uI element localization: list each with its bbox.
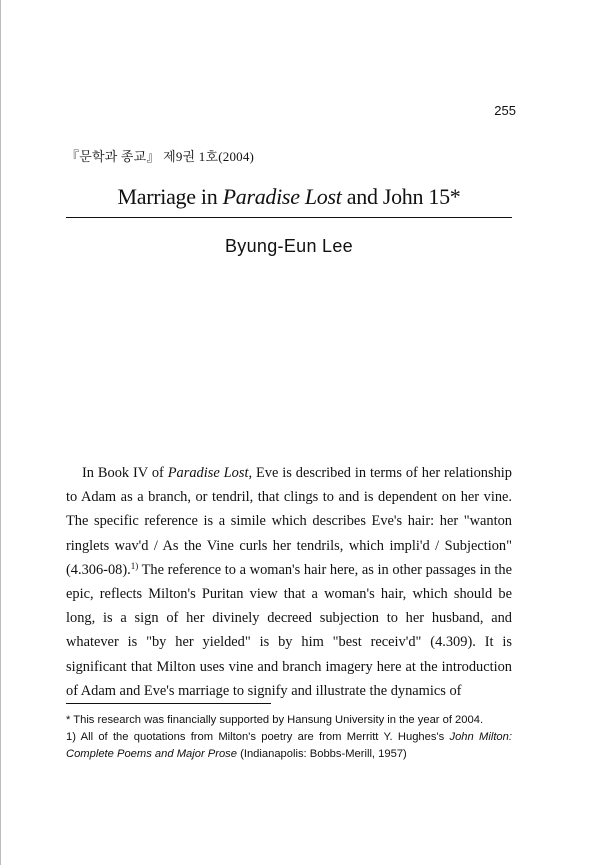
page-edge	[0, 0, 1, 865]
page-number: 255	[494, 103, 516, 118]
footnote-italic-title: John Milton: Complete Poems and Major Prose	[66, 731, 512, 760]
footnote-rule	[66, 703, 271, 704]
footnote-text-segment: (Indianapolis: Bobbs-Merill, 1957)	[237, 748, 407, 760]
body-paragraph	[66, 461, 512, 703]
body-italic-title: Paradise Lost	[167, 465, 249, 481]
footnote-text-segment: 1) All of the quotations from Milton's poetry are from Merritt Y. Hughes's	[66, 731, 450, 743]
body-text-segment: The reference to a woman's hair here, as in other passages in the epic, reflects Milton's Puritan view that a woman's hair, which should be long, is a sign of her divinely decreed subjection to her husband, and whatever is "by her yielded" is by him "best receiv'd" (4.309). It is significant that Milton uses vine and branch imagery here at the introduction of Adam and Eve's marriage to signify and illustrate the dynamics of	[66, 561, 512, 699]
author-name: Byung-Eun Lee	[225, 236, 353, 256]
footnote-1	[66, 729, 512, 763]
title-italic-work: Paradise Lost	[222, 184, 342, 209]
body-text-segment: In Book IV of	[82, 465, 168, 481]
footnote-funding: * This research was financially supported by Hansung University in the year of 2004.	[66, 714, 484, 726]
journal-reference: 『문학과 종교』 제9권 1호(2004)	[66, 149, 255, 164]
body-text-segment: , Eve is described in terms of her relationship to Adam as a branch, or tendril, that clings to and is dependent on her vine. The specific reference is a simile which describes Eve's hair: her "wanton ringlets wav'd / As the Vine curls her tendrils, which impli'd / Subjection" (4.306-08).	[66, 465, 512, 578]
footnotes	[66, 712, 512, 763]
article-title	[66, 184, 512, 210]
title-part: Marriage in	[117, 184, 223, 209]
title-rule	[66, 217, 512, 218]
title-part: and John 15*	[341, 184, 461, 209]
footnote-marker: 1)	[130, 560, 139, 571]
